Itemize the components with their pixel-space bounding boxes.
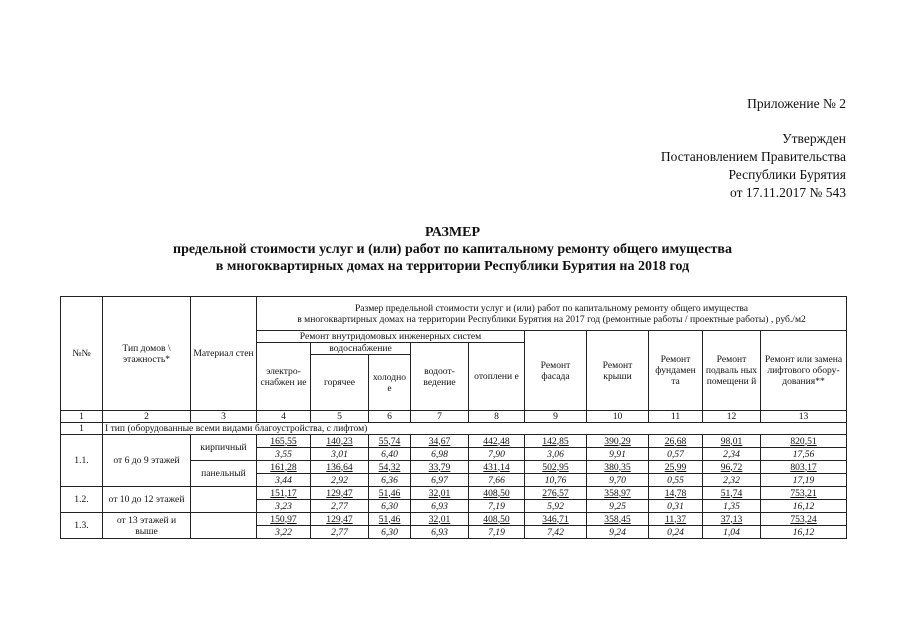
resolution-date-line: от 17.11.2017 № 543 xyxy=(730,185,846,200)
repair-cost-cell: 51,74 xyxy=(703,487,761,500)
repair-cost-cell: 753,24 xyxy=(761,513,847,526)
repair-cost-cell: 442,48 xyxy=(469,435,525,448)
repair-cost-cell: 14,78 xyxy=(649,487,703,500)
table-body xyxy=(61,435,847,539)
column-number: 7 xyxy=(411,411,469,423)
design-cost-cell: 5,92 xyxy=(525,500,587,513)
repair-cost-cell: 142,85 xyxy=(525,435,587,448)
design-cost-cell: 16,12 xyxy=(761,526,847,539)
material-cell xyxy=(191,487,257,513)
table-header xyxy=(61,297,847,435)
material-cell: кирпичный xyxy=(191,435,257,461)
design-cost-cell: 9,91 xyxy=(587,448,649,461)
design-cost-cell: 6,36 xyxy=(369,474,411,487)
design-cost-cell: 3,01 xyxy=(311,448,369,461)
design-cost-cell: 7,42 xyxy=(525,526,587,539)
group-num: 1.1. xyxy=(61,435,103,487)
header-basement: Ремонт подваль ных помещени й xyxy=(703,331,761,411)
repair-cost-cell: 390,29 xyxy=(587,435,649,448)
design-cost-cell: 7,66 xyxy=(469,474,525,487)
header-internal-systems: Ремонт внутридомовых инженерных систем xyxy=(257,331,525,343)
header-electric: электро-снабжен ие xyxy=(257,343,311,411)
group-num: 1.2. xyxy=(61,487,103,513)
approved-by-line: Постановлением Правительства xyxy=(660,149,846,164)
repair-cost-cell: 803,17 xyxy=(761,461,847,474)
header-elevator: Ремонт или замена лифтового обору-дования** xyxy=(761,331,847,411)
column-number: 1 xyxy=(61,411,103,423)
repair-cost-cell: 33,79 xyxy=(411,461,469,474)
repair-cost-cell: 32,01 xyxy=(411,513,469,526)
design-cost-cell: 3,06 xyxy=(525,448,587,461)
design-cost-cell: 9,70 xyxy=(587,474,649,487)
column-number: 8 xyxy=(469,411,525,423)
section-row xyxy=(61,423,847,435)
repair-cost-cell: 129,47 xyxy=(311,487,369,500)
section-num: 1 xyxy=(61,423,103,435)
column-number: 3 xyxy=(191,411,257,423)
repair-cost-cell: 431,14 xyxy=(469,461,525,474)
design-cost-cell: 6,98 xyxy=(411,448,469,461)
design-cost-cell: 6,97 xyxy=(411,474,469,487)
design-cost-cell: 2,77 xyxy=(311,500,369,513)
header-size-line1: Размер предельной стоимости услуг и (или) работ по капитальному ремонту общего имущества xyxy=(354,302,749,314)
design-cost-cell: 1,35 xyxy=(703,500,761,513)
repair-cost-cell: 54,32 xyxy=(369,461,411,474)
design-cost-cell: 6,40 xyxy=(369,448,411,461)
approved-label: Утвержден xyxy=(782,131,846,146)
design-cost-cell: 17,19 xyxy=(761,474,847,487)
repair-cost-cell: 34,67 xyxy=(411,435,469,448)
repair-cost-cell: 346,71 xyxy=(525,513,587,526)
group-type: от 10 до 12 этажей xyxy=(103,487,191,513)
design-cost-cell: 7,19 xyxy=(469,526,525,539)
repair-cost-cell: 150,97 xyxy=(257,513,311,526)
repair-cost-cell: 502,95 xyxy=(525,461,587,474)
repair-cost-cell: 136,64 xyxy=(311,461,369,474)
design-cost-cell: 7,90 xyxy=(469,448,525,461)
design-cost-cell: 6,30 xyxy=(369,526,411,539)
repair-cost-cell: 408,50 xyxy=(469,487,525,500)
design-cost-cell: 6,30 xyxy=(369,500,411,513)
material-cell xyxy=(191,513,257,539)
header-size-line2: в многоквартирных домах на территории Республики Бурятия на 2017 год (ремонтные работы / проектные работы) , руб./м2 xyxy=(297,313,806,325)
design-cost-cell: 0,55 xyxy=(649,474,703,487)
column-number: 4 xyxy=(257,411,311,423)
repair-cost-cell: 165,55 xyxy=(257,435,311,448)
group-type: от 6 до 9 этажей xyxy=(103,435,191,487)
design-cost-cell: 3,55 xyxy=(257,448,311,461)
repair-cost-cell: 276,57 xyxy=(525,487,587,500)
design-cost-cell: 6,93 xyxy=(411,526,469,539)
header-roof: Ремонт крыши xyxy=(587,331,649,411)
repair-cost-cell: 753,21 xyxy=(761,487,847,500)
table-row xyxy=(61,435,847,448)
table-row xyxy=(61,513,847,526)
design-cost-cell: 16,12 xyxy=(761,500,847,513)
header-cold-water: холодно е xyxy=(369,355,411,411)
repair-cost-cell: 820,51 xyxy=(761,435,847,448)
appendix-label: Приложение № 2 xyxy=(747,96,846,111)
repair-cost-cell: 140,23 xyxy=(311,435,369,448)
repair-cost-cell: 51,46 xyxy=(369,487,411,500)
column-number: 10 xyxy=(587,411,649,423)
repair-cost-cell: 358,97 xyxy=(587,487,649,500)
header-heating: отоплени е xyxy=(469,343,525,411)
design-cost-cell: 9,24 xyxy=(587,526,649,539)
design-cost-cell: 0,57 xyxy=(649,448,703,461)
repair-cost-cell: 161,28 xyxy=(257,461,311,474)
repair-cost-cell: 380,35 xyxy=(587,461,649,474)
header-house-type: Тип домов \ этажность* xyxy=(103,297,191,411)
cost-table xyxy=(60,296,847,539)
header-facade: Ремонт фасада xyxy=(525,331,587,411)
doc-title: РАЗМЕР xyxy=(424,225,480,240)
repair-cost-cell: 408,50 xyxy=(469,513,525,526)
material-cell: панельный xyxy=(191,461,257,487)
repair-cost-cell: 129,47 xyxy=(311,513,369,526)
design-cost-cell: 3,22 xyxy=(257,526,311,539)
doc-subtitle-2: в многоквартирных домах на территории Республики Бурятия на 2018 год xyxy=(215,259,690,274)
design-cost-cell: 9,25 xyxy=(587,500,649,513)
table-row xyxy=(61,487,847,500)
column-number: 2 xyxy=(103,411,191,423)
repair-cost-cell: 98,01 xyxy=(703,435,761,448)
section-label: I тип (оборудованные всеми видами благоустройства, с лифтом) xyxy=(103,423,847,435)
repair-cost-cell: 37,13 xyxy=(703,513,761,526)
design-cost-cell: 3,23 xyxy=(257,500,311,513)
design-cost-cell: 2,77 xyxy=(311,526,369,539)
header-foundation: Ремонт фундамен та xyxy=(649,331,703,411)
design-cost-cell: 0,31 xyxy=(649,500,703,513)
design-cost-cell: 0,24 xyxy=(649,526,703,539)
design-cost-cell: 2,34 xyxy=(703,448,761,461)
repair-cost-cell: 25,99 xyxy=(649,461,703,474)
column-number: 13 xyxy=(761,411,847,423)
column-number: 12 xyxy=(703,411,761,423)
column-number: 6 xyxy=(369,411,411,423)
design-cost-cell: 2,32 xyxy=(703,474,761,487)
repair-cost-cell: 26,68 xyxy=(649,435,703,448)
group-type: от 13 этажей и выше xyxy=(103,513,191,539)
design-cost-cell: 17,56 xyxy=(761,448,847,461)
header-material: Материал стен xyxy=(191,297,257,411)
column-number-row xyxy=(61,411,847,423)
column-number: 5 xyxy=(311,411,369,423)
design-cost-cell: 1,04 xyxy=(703,526,761,539)
repair-cost-cell: 51,46 xyxy=(369,513,411,526)
repair-cost-cell: 11,37 xyxy=(649,513,703,526)
republic-line: Республики Бурятия xyxy=(728,167,846,182)
design-cost-cell: 6,93 xyxy=(411,500,469,513)
repair-cost-cell: 96,72 xyxy=(703,461,761,474)
header-size xyxy=(257,297,847,331)
design-cost-cell: 7,19 xyxy=(469,500,525,513)
group-num: 1.3. xyxy=(61,513,103,539)
repair-cost-cell: 32,01 xyxy=(411,487,469,500)
design-cost-cell: 2,92 xyxy=(311,474,369,487)
repair-cost-cell: 151,17 xyxy=(257,487,311,500)
header-drainage: водоот-ведение xyxy=(411,343,469,411)
header-num: №№ xyxy=(61,297,103,411)
column-number: 9 xyxy=(525,411,587,423)
doc-subtitle-1: предельной стоимости услуг и (или) работ по капитальному ремонту общего имущества xyxy=(173,242,732,257)
column-number: 11 xyxy=(649,411,703,423)
design-cost-cell: 3,44 xyxy=(257,474,311,487)
repair-cost-cell: 55,74 xyxy=(369,435,411,448)
repair-cost-cell: 358,45 xyxy=(587,513,649,526)
header-water: водоснабжение xyxy=(311,343,411,355)
design-cost-cell: 10,76 xyxy=(525,474,587,487)
header-hot-water: горячее xyxy=(311,355,369,411)
